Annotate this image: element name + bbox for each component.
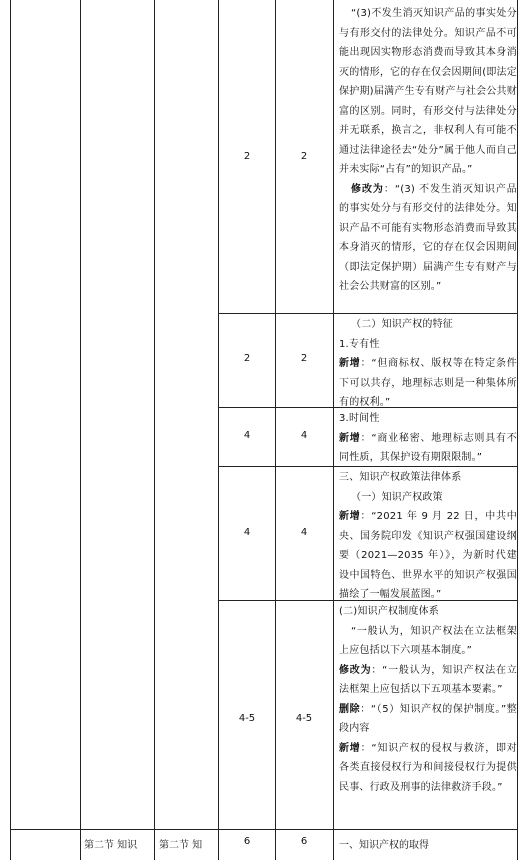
col-line-3 (154, 0, 155, 860)
col-line-4 (218, 0, 219, 860)
paragraph (339, 700, 517, 739)
row-2-col3: 2 (243, 353, 251, 364)
row-1-col4: 2 (300, 151, 308, 162)
row-2-content (339, 315, 517, 407)
bottom-col1: 第二节 知识 (84, 840, 138, 851)
row-3-content (339, 409, 517, 466)
subheading: 1.专有性 (339, 338, 380, 350)
row-2-col4: 2 (300, 353, 308, 364)
subheading: 3.时间性 (339, 413, 380, 424)
row-5-content (339, 602, 517, 829)
change-label: 删除 (339, 703, 361, 715)
col-line-1 (10, 0, 11, 860)
change-label: 新增 (339, 432, 361, 444)
row-line (10, 829, 518, 830)
row-4-col3: 4 (243, 527, 251, 538)
paragraph (339, 739, 517, 798)
paragraph-text: ：“知识产权的侵权与救济，即对各类直接侵权行为和间接侵权行为提供民事、行政及刑事的法律救济手段。” (339, 742, 517, 793)
col-line-6 (333, 0, 334, 860)
row-line (218, 600, 518, 601)
paragraph (339, 661, 517, 700)
paragraph-text: ：“一般认为，知识产权法在立法框架上应包括以下五项基本要素。” (339, 664, 517, 695)
row-5-col4: 4-5 (295, 713, 313, 724)
row-line (218, 313, 518, 314)
paragraph (339, 507, 517, 600)
paragraph (339, 429, 517, 467)
change-label: 新增 (339, 742, 361, 754)
bottom-col3: 6 (243, 836, 251, 847)
heading: 三、知识产权政策法律体系 (339, 472, 462, 483)
subheading: （一）知识产权政策 (351, 491, 443, 503)
row-line (218, 407, 518, 408)
row-4-col4: 4 (300, 527, 308, 538)
bottom-col5: 一、知识产权的取得 (339, 840, 429, 851)
paragraph: “(3)不发生消灭知识产品的事实处分与有形交付的法律处分。知识产品不可能出现因实物形态消费而导致其本身消灭的情形，它的存在仅会因期间(即法定保护期)届满产生专有财产与社会公共财富的区别。同时，有形交付与法律处分并无联系，换言之，非权利人有可能不通过法律途径去“处分”属于他人而自己并未实际“占有”的知识产品。” (339, 8, 517, 175)
row-1-col3: 2 (243, 151, 251, 162)
paragraph-text: ：“（5）知识产权的保护制度。”整段内容 (339, 703, 517, 734)
row-3-col4: 4 (300, 430, 308, 441)
row-line (218, 466, 518, 467)
heading: (二)知识产权制度体系 (339, 606, 440, 617)
paragraph-text: ：“2021 年 9 月 22 日，中共中央、国务院印发《知识产权强国建设纲要（2021—2035 年）》，为新时代建设中国特色、世界水平的知识产权强国描绘了一幅发展蓝图。” (339, 511, 517, 600)
row-4-content (339, 468, 517, 600)
row-1-content (339, 4, 517, 312)
row-5-col3: 4-5 (238, 713, 256, 724)
col-line-7 (517, 0, 518, 860)
paragraph-text: ：“商业秘密、地理标志则具有不同性质，其保护设有期限限制。” (339, 432, 517, 463)
change-label: 修改为 (351, 183, 384, 195)
row-3-col3: 4 (243, 430, 251, 441)
paragraph: “一般认为，知识产权法在立法框架上应包括以下六项基本制度。” (339, 625, 517, 656)
change-label: 修改为 (339, 664, 372, 676)
paragraph-text: ：“(3) 不发生消灭知识产品的事实处分与有形交付的法律处分。知识产品不可能有实物形态消费而导致其本身消灭的情形，它的存在仅会因期间（即法定保护期）届满产生专有财产与社会公共财富的区别。” (339, 183, 517, 292)
col-line-5 (275, 0, 276, 860)
change-label: 新增 (339, 511, 361, 522)
paragraph-text: ：“但商标权、版权等在特定条件下可以共存，地理标志则是一种集体所有的权利。” (339, 358, 517, 407)
paragraph (339, 180, 517, 297)
paragraph (339, 354, 517, 407)
bottom-col4: 6 (300, 836, 308, 847)
col-line-2 (80, 0, 81, 860)
heading: （二）知识产权的特征 (351, 319, 453, 330)
change-label: 新增 (339, 358, 361, 369)
bottom-col2: 第二节 知 (159, 840, 203, 851)
